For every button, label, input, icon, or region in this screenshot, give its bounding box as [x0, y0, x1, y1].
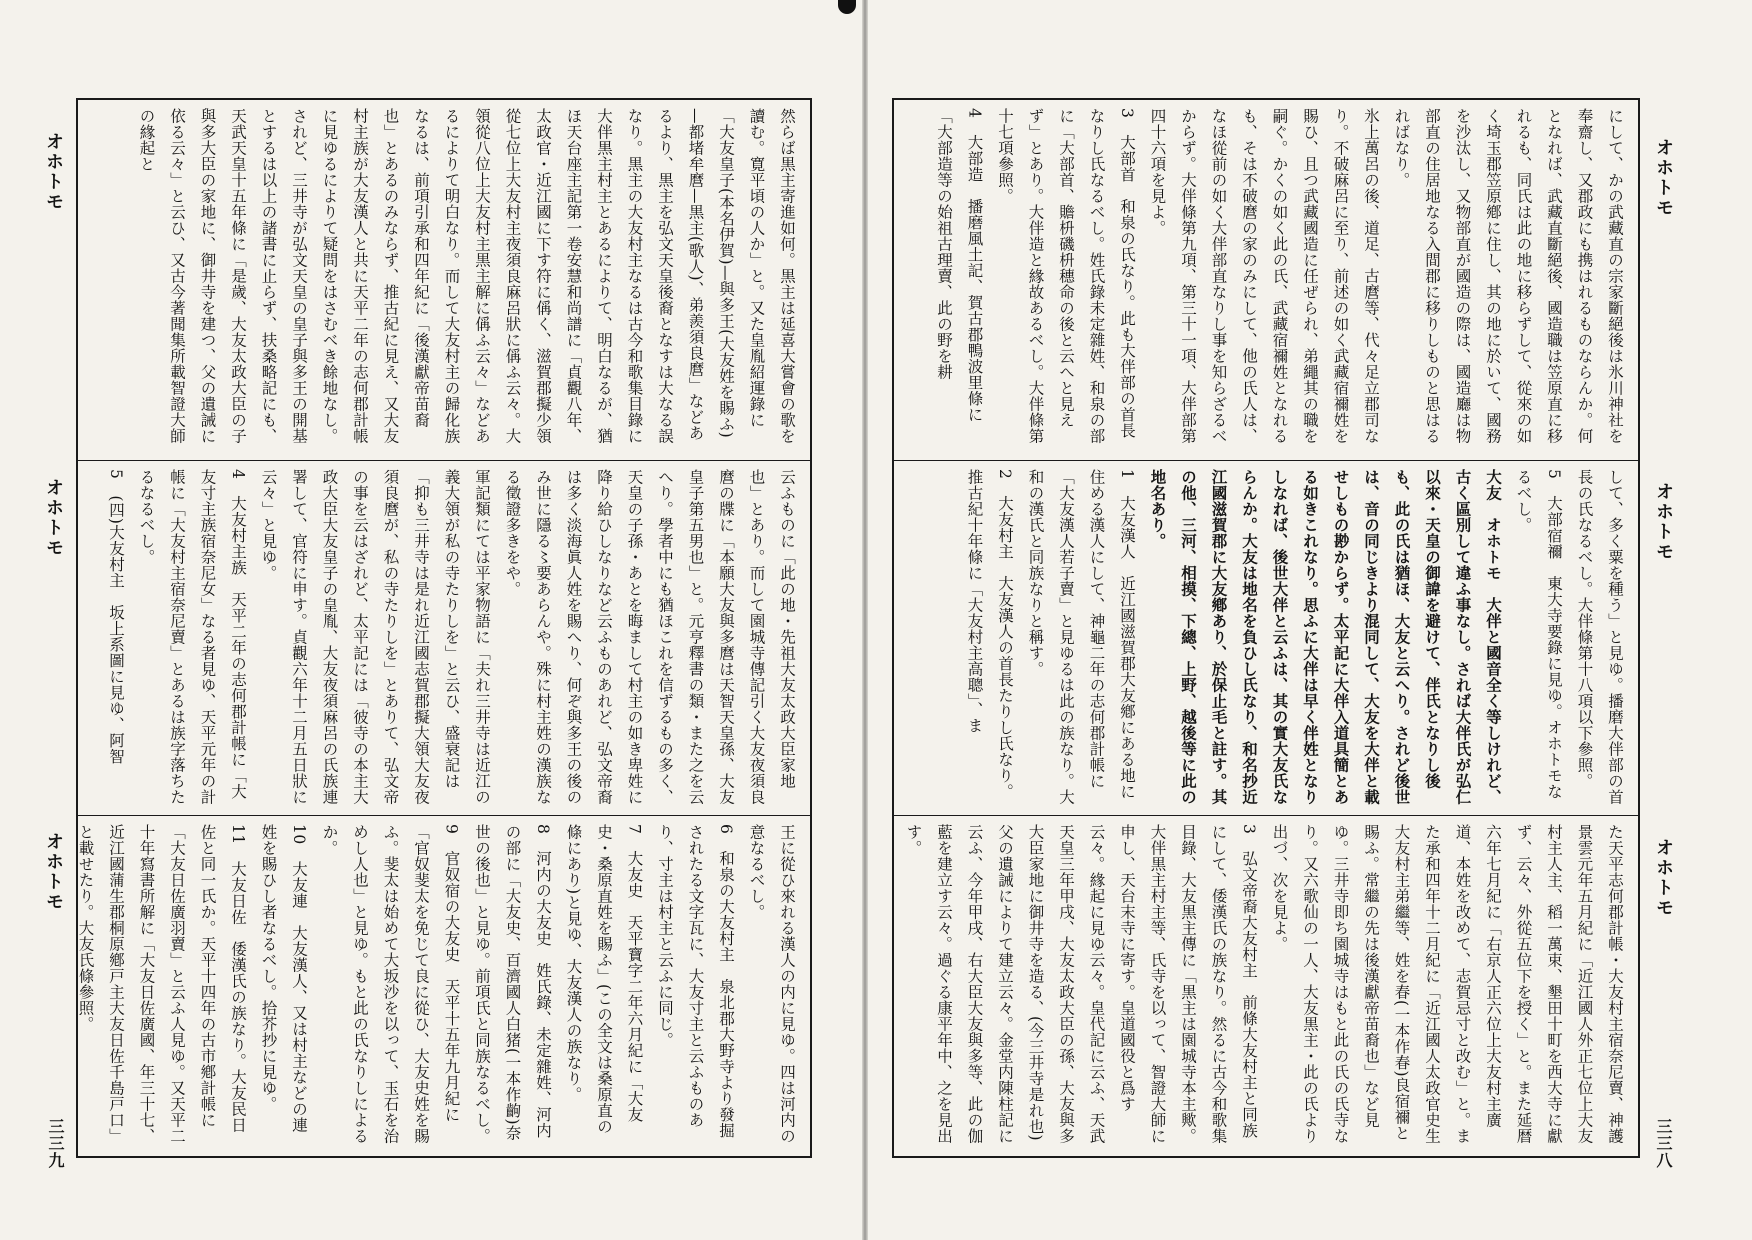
right-band-middle [894, 460, 1638, 815]
paragraph: 軍記類にては平家物語に「夫れ三井寺は近江の義大領が私の寺たりしを」と云ひ、盛衰記は「抑も三井寺は是れ近江國志賀郡擬大領大友夜須良麿が、私の寺たりしを」とありて、弘文帝の事を云はざれど、太平記には「彼寺の本主大政大臣大友皇子の皇胤、大友夜須麻呂の氏族連署して、官符に申す。貞觀六年十二月五日狀に云々」と見ゆ。 [259, 469, 491, 805]
paragraph: 11 大友日佐 倭漢氏の族なり。大友民日佐と同一氏か。天平十四年の古市鄕計帳に「大友日佐廣羽賣」と云ふ人見ゆ。又天平二十年寫書所解に「大友日佐廣國、年三十七、近江國蒲生郡桐原鄕戸主大友日佐千島戸口」と載せたり。大友氏條參照。 [76, 824, 247, 1144]
paragraph: 云ふものに「此の地・先祖大友太政大臣家地也」とあり。而して園城寺傳記引く大友夜須良麿の牒に「本願大友與多麿は天智天皇孫、大友皇子第五男也」と。元亨釋書の類・また之を云へり。學者中にも猶ほこれを信ずるもの多く、天皇の子孫・あとを晦まして村主の如き卑姓に降り給ひしなりなど云ふものあれど、弘文帝裔は多く淡海眞人姓を賜へり、何ぞ與多王の後のみ世に隱る〻要あらんや。殊に村主姓の漢族なる徵證多きをや。 [503, 469, 796, 805]
paragraph: 4 大部造 播磨風土記、賀古郡鴨波里條に「大部造等の始祖古理賣、此の野を耕 [935, 108, 984, 423]
paragraph: して、多く粟を種う」と見ゆ。播磨大伴部の首長の氏なるべし。大伴條第十八項以下參照。 [1575, 469, 1624, 805]
running-head-left-middle: オホトモ [43, 478, 64, 558]
paragraph: 然らば黒主寄進如何。黒主は延喜大嘗會の歌を讀む。寛平頃の人か」と。又た皇胤紹運錄に「大友皇子(本名伊賀)—與多王(大友姓を賜ふ)—都堵牟麿—黒主(歌人)、弟羨須良麿」などあるより、黒主を弘文天皇後裔となすは大なる誤なり。黒主の大友村主なるは古今和歌集目錄に大伴黒主村主とあるによりて、明白なるが、猶ほ天台座主記第一卷安慧和尚譜に「貞觀八年、太政官・近江國に下す符に偁く、滋賀郡擬少領從七位上大友村主夜須良麻呂狀に偁ふ云々。大領從八位上大友村主黒主解に偁ふ云々」などあるによりて明白なり。而して大友村主の歸化族なるは、前項引承和四年紀に「後漢獻帝苗裔也」とあるのみならず、推古紀に見え、又大友村主族が大友漢人と共に天平二年の志何郡計帳に見ゆるによりて疑問をはさむべき餘地なし。 [320, 108, 796, 444]
paragraph: 9 官奴宿の大友史 天平十五年九月紀に「官奴斐太を免じて良に從ひ、大友史姓を賜ふ。斐太は始めて大坂沙を以って、玉石を治めし人也」と見ゆ。もと此の氏なりしによるか。 [320, 824, 461, 1144]
folio-left: 三三九 [46, 1118, 65, 1169]
paragraph: 6 和泉の大友村主 泉北郡大野寺より發掘されたる文字瓦に、大友寸主と云ふものあり、寸主は村主と云ふに同じ。 [656, 824, 735, 1139]
right-page-text-frame [892, 98, 1640, 1158]
book-gutter [862, 0, 868, 1240]
right-band-bottom [894, 815, 1638, 1156]
left-band-bottom [78, 815, 810, 1156]
section-entry-otomo: 大友 オホトモ 大伴と國音全く等しけれど、古く區別して違ふ事なし。されば大伴氏が弘仁以來・天皇の御諱を避けて、伴氏となりし後も、此の氏は猶ほ、大友と云へり。されど後世は、音の同じきより混同して、大友を大伴と載せしもの尠からず。太平記に大伴入道具簡とある如きこれなり。思ふに大伴は早く伴姓となりしなれば、後世大伴と云ふは、其の實大友氏ならんか。大友は地名を負ひし氏なり、和名抄近江國滋賀郡に大友鄕あり、於保止毛と註す。其の他、三河、相摸、下總、上野、越後等に此の地名あり。 [1148, 469, 1503, 805]
paragraph: にして、かの武藏直の宗家斷絕後は氷川神社を奉齋し、又郡政にも携はれるものならんか。何となれば、武藏直斷絕後、國造職は笠原直に移れるも、同氏は此の地に移らずして、從來の如く埼玉郡笠原鄕に住し、其の地に於いて、國務を沙汰し、又物部直が國造の際は、國造廳は物部直の住居地なる入間郡に移りしものと思はるればなり。 [1392, 108, 1624, 444]
paragraph: 2 大友村主 大友漢人の首長たりし氏なり。推古紀十年條に「大友村主高聰」、ま [965, 469, 1014, 800]
right-band-bottom-text [902, 824, 1630, 1148]
running-head-right-middle: オホトモ [1653, 482, 1674, 562]
paragraph: 王に從ひ來れる漢人の内に見ゆ。四は河内の意なるべし。 [747, 824, 796, 1144]
paragraph: 3 大部首 和泉の氏なり。此も大伴部の首長なりし氏なるべし。姓氏錄未定雜姓、和泉の部に「大部首、贍枡磯枡穗命の後と云へと見えず」とあり。大伴造と緣故あるべし。大伴條第十七項參照。 [996, 108, 1136, 444]
paragraph: 4 大友村主族 天平二年の志何郡計帳に「大友寸主族宿奈尼女」なる者見ゆ、天平元年の計帳に「大友村主宿奈尼賣」とあるは族字落ちたるなるべし。 [137, 469, 247, 805]
paragraph: されど、三井寺が弘文天皇の皇子與多王の開基とするは以上の諸書に止らず、扶桑略記にも、天武天皇十五年條に「是歲、大友太政大臣の子與多大臣の家地に、御井寺を建つ、父の遺誡に依る云々」と云ひ、又古今著聞集所載智證大師の緣起と [137, 108, 308, 444]
running-head-left-bottom: オホトモ [43, 832, 64, 912]
left-band-middle [78, 460, 810, 815]
paragraph: 1 大友漢人 近江國滋賀郡大友鄕にある地に住める漢人にして、神龜二年の志何郡計帳に「大友漢人若子賣」と見ゆるは此の族なり。大和の漢氏と同族なりと稱す。 [1026, 469, 1136, 805]
paragraph: 氷上萬呂の後、道足、古麿等、代々足立郡司なり。不破麻呂に至り、前述の如く武藏宿禰姓を賜ひ、且つ武藏國造に任ぜられ、弟繩其の職を嗣ぐ。かくの如く此の氏、武藏宿禰姓となれるも、そは不破麿の家のみにして、他の氏人は、なほ從前の如く大伴部直なりし事を知らざるべからず。大伴條第九項、第三十一項、大伴部第四十六項を見よ。 [1148, 108, 1380, 444]
paragraph: 3 弘文帝裔大友村主 前條大友村主と同族にして、倭漢氏の族なり。然るに古今和歌集目錄、大友黒主傳に「黒主は園城寺本主歟。大伴黒主村主等、氏寺を以って、智證大師に申し、天台末寺に寄す。皇道國役と爲す云々。緣起に見ゆ云々。皇代記に云ふ、天武天皇三年甲戌、大友太政大臣の孫、大友與多大臣家地に御井寺を造る、(今三井寺是れ也)父の遺誡によりて建立云々。金堂内陳柱記に云ふ、今年甲戌、右大臣大友與多等、此の伽藍を建立す云々。過ぐる康平年中、之を見出す。 [904, 824, 1258, 1144]
right-band-top-text [902, 108, 1630, 452]
left-band-top [78, 100, 810, 460]
paragraph: 5 大部宿禰 東大寺要錄に見ゆ。オホトモなるべし。 [1514, 469, 1563, 800]
running-head-right-bottom: オホトモ [1653, 838, 1674, 918]
spine-binding-mark [838, 0, 856, 14]
folio-right: 三三八 [1654, 1118, 1673, 1169]
paragraph: 5 (四)大友村主 坂上系圖に見ゆ、阿智 [107, 469, 125, 765]
paragraph: 10 大友連 大友漢人、又は村主などの連姓を賜ひし者なるべし。拾芥抄に見ゆ。 [259, 824, 308, 1133]
paragraph: 7 大友史 天平寶字二年六月紀に「大友史・桑原直姓を賜ふ」(この全文は桑原直の條にあり)と見ゆ、大友漢人の族なり。 [564, 824, 644, 1135]
left-band-top-text [86, 108, 802, 452]
running-head-right-top: オホトモ [1653, 138, 1674, 218]
running-head-left-top: オホトモ [43, 132, 64, 212]
right-band-middle-text [902, 469, 1630, 807]
left-band-middle-text [86, 469, 802, 807]
paragraph: 8 河内の大友史 姓氏錄、未定雜姓、河内の部に「大友史、百濟國人白猪(一本作齣)奈世の後也」と見ゆ。前項氏と同族なるべし。 [473, 824, 552, 1144]
left-band-bottom-text [76, 824, 802, 1148]
left-page-text-frame [76, 98, 812, 1158]
right-band-top [894, 100, 1638, 460]
paragraph: た天平志何郡計帳・大友村主宿奈尼賣、神護景雲元年五月紀に「近江國人外正七位上大友村主人主、稻一萬束、墾田十町を西大寺に獻ず、云々、外從五位下を授く」と。また延暦六年七月紀に「右京人正六位上大友村主廣道、本姓を改めて、志賀忌寸と改む」と。また承和四年十二月紀に「近江國人太政官史生大友村主弟繼等、姓を春(一本作春)良宿禰と賜ふ。常繼の先は後漢獻帝苗裔也」など見ゆ。三井寺即ち園城寺はもと此の氏の氏寺なり。又六歌仙の一人、大友黒主・此の氏より出づ、次を見よ。 [1270, 824, 1624, 1144]
